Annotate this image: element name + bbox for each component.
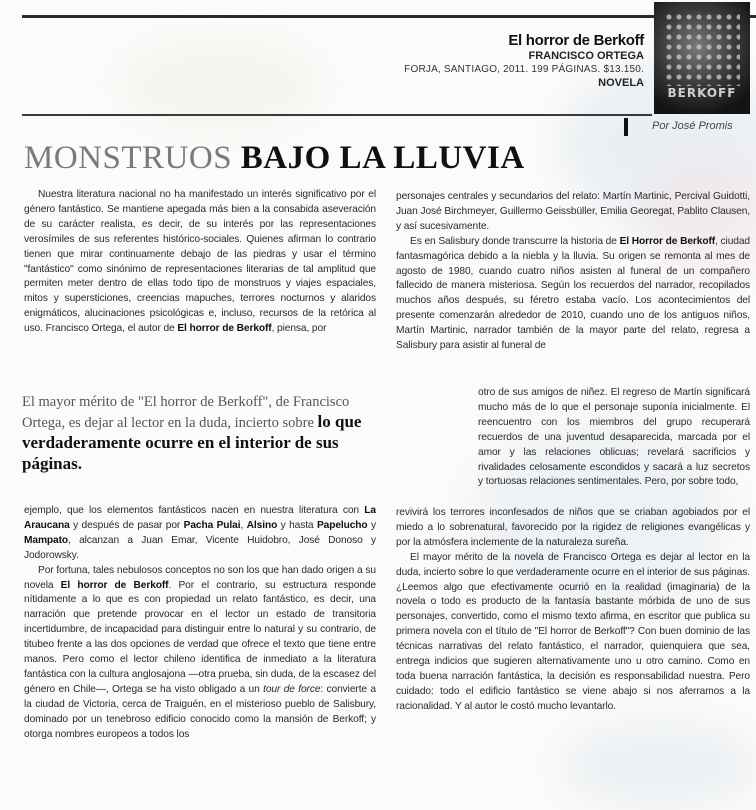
work-ref: Papelucho: [316, 519, 368, 531]
text: y hasta: [277, 519, 317, 531]
text: , piensa, por: [271, 323, 327, 335]
paragraph: El mayor mérito de la novela de Francisco Ortega es dejar al lector en la duda, incierto sobre lo que verdaderamente ocurre en el interior de sus páginas. ¿Leemos algo que efectivamente ocurrió en la realidad (imaginaria) de la novela o todo es producto de la fantasía bastante mórbida de uno de sus personajes, convertido, como el mismo texto afirma, en escritor que publica su primera novela con el título de "El horror de Berkoff"? Con buen dominio de las técnicas narrativas del relato fantástico, el narrador, quienquiera que sea, entrega indicios que sugieren alternativamente uno u otro camino. Como en toda buena narración fantástica, la decisión es responsabilidad nuestra. Pero cuidado: todo el edificio fantástico se viene abajo si nos aferramos a la racionalidad. Y al autor le costó mucho levantarlo.: [396, 551, 750, 712]
column-2-middle: [478, 386, 750, 490]
headline-bold: BAJO LA LLUVIA: [240, 140, 525, 176]
text: Es en Salisbury donde transcurre la historia de: [410, 235, 620, 247]
paragraph: otro de sus amigos de niñez. El regreso de Martín significará mucho más de lo que el personaje suponía inicialmente. El reencuentro con los miembros del grupo recuperará recuerdos de una juventud desaparecida, marcada por el amor y las relaciones oblicuas; revelará sacrificios y rivalidades celosamente escondidos y sacará a luz secretos y tortuosas relaciones sentimentales. Pero, por sobre todo,: [478, 387, 750, 488]
book-title: El horror de Berkoff: [508, 32, 644, 49]
column-1-top: [24, 188, 376, 337]
text: : convierte a la ciudad de Victoria, cerca de Traiguén, en el misterioso pueblo de Salisbury, dominado por un tenebroso edificio conocido como la mansión de Berkoff; y otorga nombres europeos a todos los: [24, 683, 376, 740]
book-title-ref: El Horror de Berkoff: [619, 235, 716, 247]
byline: Por José Promis: [652, 120, 733, 132]
book-title-ref: El horror de Berkoff: [60, 579, 169, 591]
book-infobox: [404, 32, 644, 89]
scan-stain: [560, 720, 756, 810]
text: Nuestra literatura nacional no ha manifestado un interés significativo por el género fantástico. Se mantiene apegada más bien a la consabida aseveración de su carácter realista, es decir, de su interés por las representaciones verosímiles de sus referentes histórico-sociales. Quienes afirman lo contrario tienen que mirar continuamente debajo de las piedras y usar el término "fantástico" como sinónimo de representaciones literarias de tal amplitud que permiten meter dentro de ellas todo tipo de monstruos y viajes espaciales, mitos y supersticiones, creencias mapuches, terrores nocturnos y alaridos enigmáticos, alucinaciones psicológicas e, incluso, recursos de la retórica al uso. Francisco Ortega, el autor de: [24, 189, 376, 335]
book-genre: NOVELA: [598, 77, 644, 89]
infobox-bottom-rule: [22, 114, 652, 116]
text: Por fortuna, tales nebulosos conceptos no son los que han dado origen a su novela: [24, 564, 376, 591]
pull-quote-lead: El mayor mérito de "El horror de Berkoff", de Francisco Ortega, es dejar al lector en la duda, incierto sobre: [22, 394, 350, 431]
book-author: FRANCISCO ORTEGA: [528, 50, 644, 62]
work-ref: La Araucana: [24, 505, 376, 531]
text: y después de pasar por: [69, 519, 184, 531]
book-publication: FORJA, SANTIAGO, 2011. 199 PÁGINAS. $13.150.: [404, 64, 644, 75]
headline-light: MONSTRUOS: [24, 140, 233, 176]
paragraph: [24, 504, 376, 564]
paragraph: personajes centrales y secundarios del relato: Martín Martinic, Percival Guidotti, Juan José Birchmeyer, Guillermo Geissbüller, Emilia Georegat, Pablito Clausen, y así sucesivamente.: [396, 191, 750, 232]
book-title-ref: El horror de Berkoff: [177, 323, 272, 335]
paragraph: [24, 564, 376, 743]
paragraph: [396, 235, 750, 354]
column-2-bottom: [396, 506, 750, 715]
work-ref: Pacha Pulai: [183, 519, 241, 531]
pull-quote-emphasis: lo que verdaderamente ocurre en el interior de sus páginas.: [22, 412, 362, 473]
cover-pattern: [664, 12, 740, 86]
text: . Por el contrario, su estructura responde nítidamente a lo que es con propiedad un relato fantástico, es decir, una narración que pretende provocar en el lector un estado de transitoria incertidumbre, de incapacidad para distinguir entre lo natural y su contrario, de titubeo frente a las dos opciones de verdad que ofrece el texto que tiene entre manos. Pero como el lector chileno identifica de inmediato a la literatura fantástica con la cultura anglosajona —otra prueba, sin duda, de la escasez del género en Chile—, Ortega se ha visto obligado a un: [24, 579, 376, 695]
pull-quote: [22, 393, 392, 475]
book-cover-image: [654, 2, 750, 114]
paragraph: revivirá los terrores inconfesados de niños que se criaban agobiados por el miedo a lo sobrenatural, favorecido por la rigidez de religiones evangélicas y por la atmósfera inclemente de la naturaleza sureña.: [396, 507, 750, 548]
article-headline: [24, 140, 525, 177]
text: y: [367, 519, 377, 531]
cover-title: BERKOFF: [667, 86, 737, 100]
column-2-top: [396, 190, 750, 354]
work-ref: Mampato: [24, 534, 69, 546]
text: ejemplo, que los elementos fantásticos nacen en nuestra literatura con: [24, 505, 365, 516]
text: ,: [240, 519, 247, 531]
scan-stain: [120, 40, 320, 130]
text: , ciudad fantasmagórica debido a la niebla y la lluvia. Su origen se remonta al mes de agosto de 1980, cuando cuatro niños asisten al funeral de un compañero fallecido de manera misteriosa. Según los recuerdos del narrador, recopilados muchos años después, su féretro estaba vacío. Los acontecimientos del presente comenzarán alrededor de 2010, cuando uno de los antiguos niños, Martín Martinic, narrador también de la mayor parte del relato, regresa a Salisbury para asistir al funeral de: [396, 235, 750, 352]
byline-marker: [624, 118, 628, 136]
column-1-bottom: [24, 504, 376, 743]
text: , alcanzan a Juan Emar, Vicente Huidobro, José Donoso y Jodorowsky.: [24, 534, 376, 561]
italic-phrase: tour de force: [263, 683, 321, 695]
paragraph: [24, 188, 376, 337]
top-rule: [22, 15, 756, 18]
work-ref: Alsino: [246, 519, 278, 531]
